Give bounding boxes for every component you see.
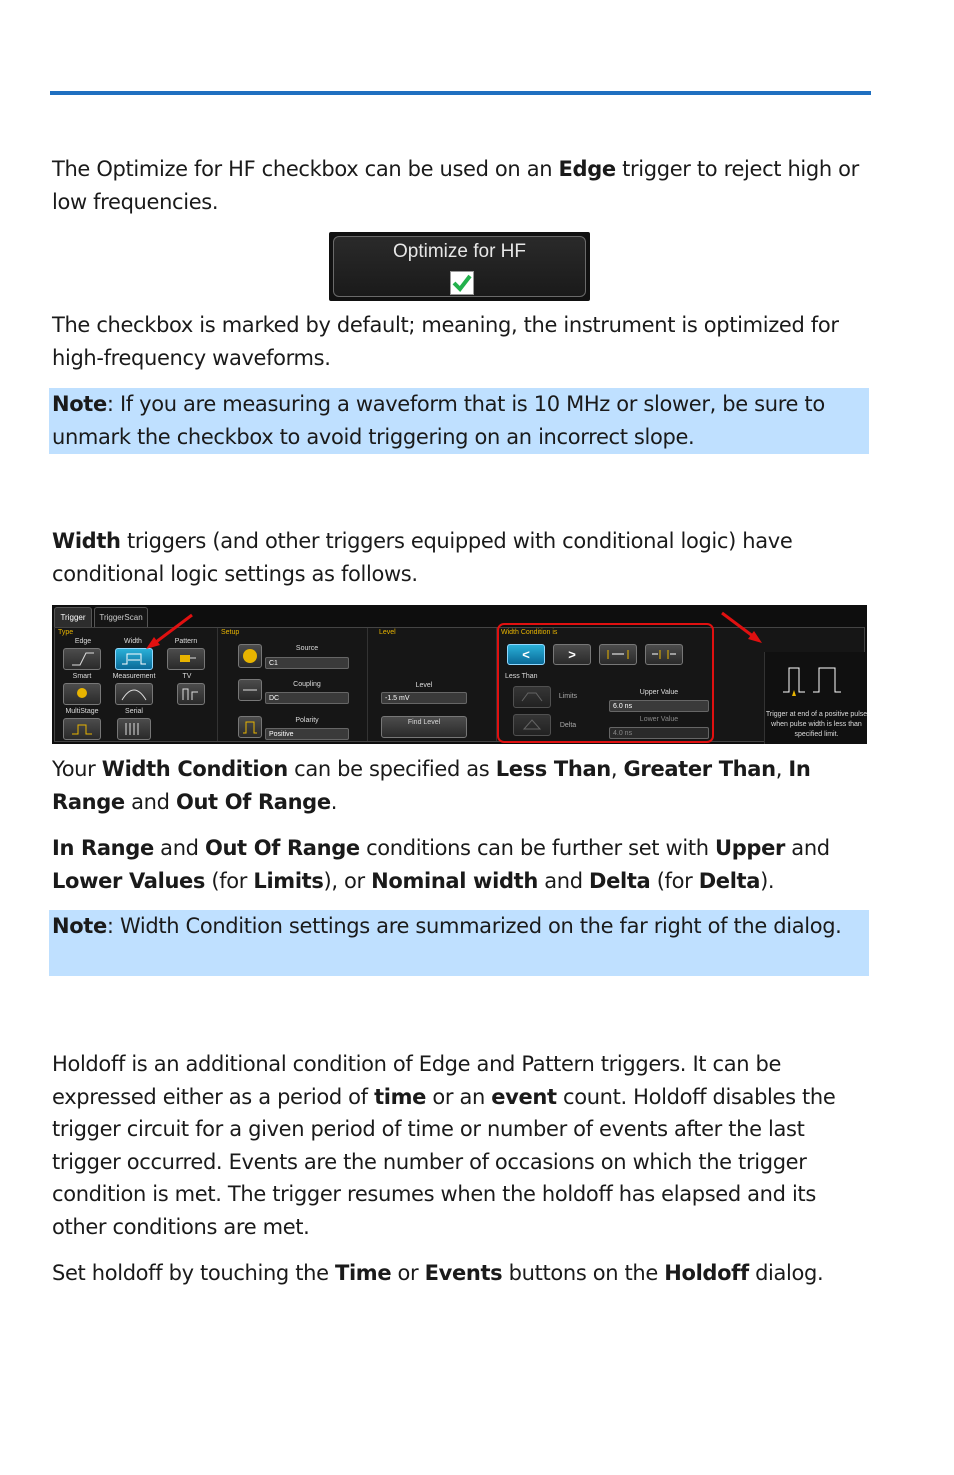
type-smart-label: Smart bbox=[72, 673, 92, 680]
paragraph-checkbox-default: The checkbox is marked by default; meaning, the instrument is optimized for high-frequency waveforms. bbox=[52, 313, 839, 370]
polarity-button[interactable] bbox=[238, 716, 262, 738]
level-field[interactable]: -1.5 mV bbox=[381, 692, 467, 704]
note-box-width-summary: Note: Width Condition settings are summarized on the far right of the dialog. bbox=[49, 910, 869, 976]
paragraph-range-conditions: In Range and Out Of Range conditions can be further set with Upper and Lower Values (for Limits), or Nominal width and Delta (for Delta). bbox=[52, 836, 830, 893]
knob-icon bbox=[239, 645, 261, 667]
type-tv-label: TV bbox=[182, 673, 192, 680]
delta-label: Delta bbox=[559, 722, 577, 729]
tv-icon bbox=[178, 684, 204, 704]
note-box-frequency: Note: If you are measuring a waveform that is 10 MHz or slower, be sure to unmark the checkbox to avoid triggering on an incorrect slope. bbox=[49, 388, 869, 454]
edge-icon bbox=[64, 649, 100, 669]
type-width-button[interactable] bbox=[115, 648, 153, 670]
divider bbox=[367, 628, 368, 741]
condition-summary-panel bbox=[764, 652, 867, 744]
checkmark-icon bbox=[451, 272, 473, 294]
coupling-button[interactable] bbox=[238, 679, 262, 701]
header-rule bbox=[50, 91, 871, 95]
optimize-for-hf-label: Optimize for HF bbox=[392, 241, 527, 262]
divider bbox=[217, 628, 218, 741]
limits-label: Limits bbox=[558, 693, 578, 700]
type-multistage-label: MultiStage bbox=[65, 708, 99, 715]
note-label: Note bbox=[52, 914, 107, 938]
type-measurement-label: Measurement bbox=[112, 673, 156, 680]
type-smart-button[interactable] bbox=[63, 683, 101, 705]
polarity-icon bbox=[239, 717, 261, 737]
width-condition-highlight bbox=[497, 623, 714, 743]
coupling-icon bbox=[239, 680, 261, 700]
serial-icon bbox=[118, 719, 150, 739]
arrow-to-width-button bbox=[140, 611, 200, 651]
polarity-label: Polarity bbox=[295, 717, 319, 724]
source-knob-button[interactable] bbox=[238, 644, 262, 668]
coupling-field[interactable]: DC bbox=[265, 692, 349, 704]
width-condition-title: Width Condition is bbox=[501, 629, 558, 636]
pattern-icon bbox=[168, 649, 204, 669]
paragraph-optimize-intro: The Optimize for HF checkbox can be used on an Edge trigger to reject high or low frequencies. bbox=[52, 157, 859, 214]
setup-section-title: Setup bbox=[221, 629, 240, 636]
optimize-for-hf-widget bbox=[329, 232, 590, 301]
measurement-icon bbox=[116, 684, 152, 704]
less-than-button[interactable]: < bbox=[507, 644, 545, 665]
upper-value-label: Upper Value bbox=[639, 689, 679, 696]
level-label: Level bbox=[415, 682, 433, 689]
arrow-to-summary-panel bbox=[718, 609, 768, 649]
smart-icon bbox=[64, 684, 100, 704]
trigger-dialog bbox=[52, 605, 867, 744]
lower-value-label: Lower Value bbox=[639, 716, 679, 723]
type-edge-button[interactable] bbox=[63, 648, 101, 670]
source-field[interactable]: C1 bbox=[265, 657, 349, 669]
source-label: Source bbox=[295, 645, 319, 652]
pulse-summary-icon bbox=[765, 656, 867, 706]
type-tv-button[interactable] bbox=[177, 683, 205, 705]
find-level-button[interactable]: Find Level bbox=[381, 716, 467, 738]
type-pattern-label: Pattern bbox=[174, 638, 198, 645]
type-width-label: Width bbox=[124, 638, 142, 645]
coupling-label: Coupling bbox=[293, 681, 321, 688]
upper-value-field[interactable]: 6.0 ns bbox=[609, 700, 709, 712]
type-section-title: Type bbox=[58, 629, 74, 636]
condition-summary-text: Trigger at end of a positive pulse when pulse width is less than specified limit. bbox=[765, 711, 867, 738]
type-serial-button[interactable] bbox=[117, 718, 151, 740]
paragraph-width-condition: Your Width Condition can be specified as Less Than, Greater Than, In Range and Out Of Range. bbox=[52, 757, 811, 814]
width-icon bbox=[116, 649, 152, 669]
condition-selected-label: Less Than bbox=[505, 673, 538, 680]
type-multistage-button[interactable] bbox=[63, 718, 101, 740]
type-measurement-button[interactable] bbox=[115, 683, 153, 705]
paragraph-set-holdoff: Set holdoff by touching the Time or Events buttons on the Holdoff dialog. bbox=[52, 1261, 824, 1285]
level-section-title: Level bbox=[379, 629, 396, 636]
tab-triggerscan[interactable]: TriggerScan bbox=[94, 607, 148, 627]
paragraph-holdoff: Holdoff is an additional condition of Edge and Pattern triggers. It can be expressed either as a period of time or an event count. Holdoff disables the trigger circuit for a given period of time or number of events after the last trigger occurred. Events are the number of occasions on which the trigger condition is met. The trigger resumes when the holdoff has elapsed and its other conditions are met. bbox=[52, 1052, 836, 1239]
lower-value-field[interactable]: 4.0 ns bbox=[609, 727, 709, 739]
greater-than-button[interactable]: > bbox=[553, 644, 591, 665]
type-pattern-button[interactable] bbox=[167, 648, 205, 670]
paragraph-width-intro: Width triggers (and other triggers equipped with conditional logic) have conditional logic settings as follows. bbox=[52, 529, 793, 586]
note-label: Note bbox=[52, 392, 107, 416]
type-serial-label: Serial bbox=[125, 708, 143, 715]
polarity-field[interactable]: Positive bbox=[265, 728, 349, 740]
type-edge-label: Edge bbox=[74, 638, 92, 645]
optimize-for-hf-checkbox[interactable] bbox=[450, 271, 474, 295]
multistage-icon bbox=[64, 719, 100, 739]
tab-trigger[interactable]: Trigger bbox=[54, 607, 92, 627]
